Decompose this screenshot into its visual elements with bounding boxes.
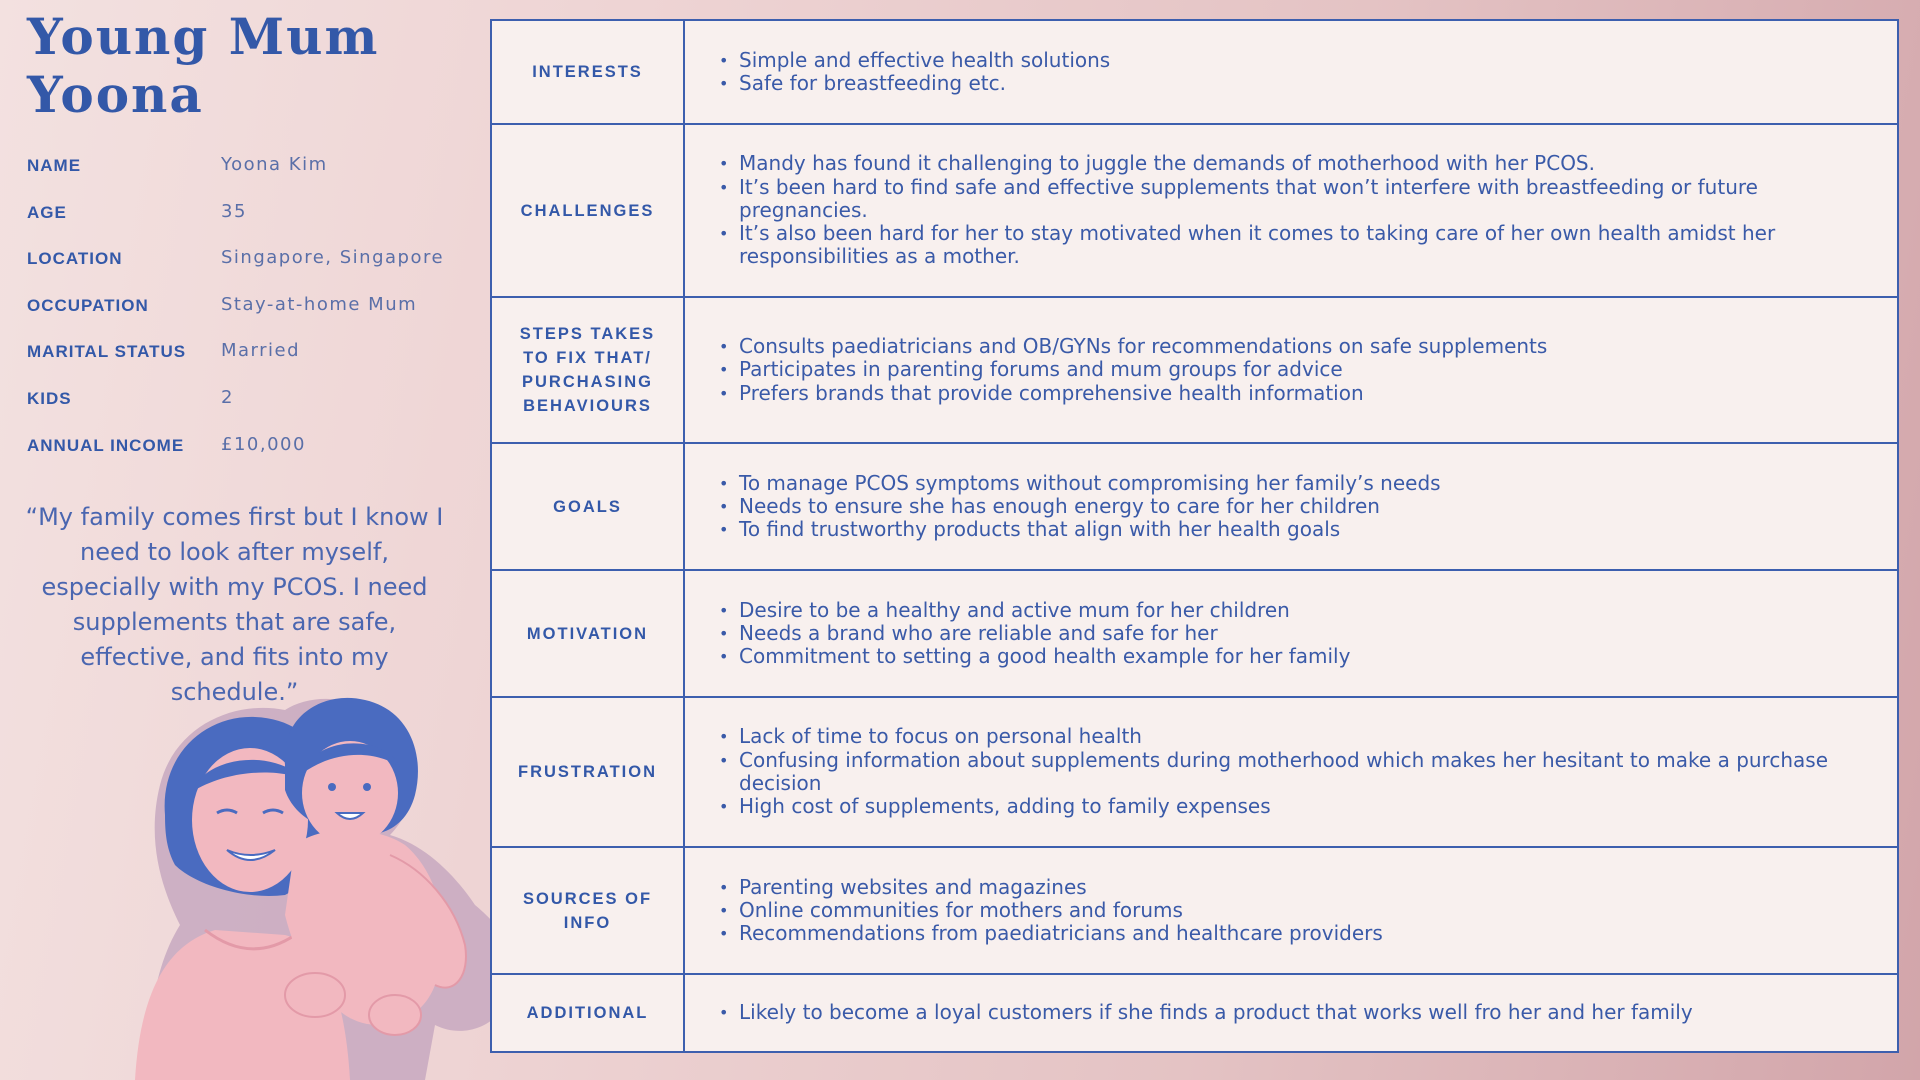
profile-label: OCCUPATION	[27, 295, 149, 315]
row-category: FRUSTRATION	[492, 698, 685, 846]
list-item: • It’s also been hard for her to stay motivated when it comes to taking care of her own health amidst her responsibilities as a mother.	[739, 222, 1883, 269]
table-row-interests	[492, 21, 1897, 125]
profile-label: AGE	[27, 202, 67, 222]
row-items	[685, 125, 1897, 296]
table-row-motivation	[492, 571, 1897, 698]
profile-value: £10,000	[221, 433, 306, 455]
table-row-frustration	[492, 698, 1897, 848]
list-item: • It’s been hard to find safe and effective supplements that won’t interfere with breastfeeding or future pregnancies.	[739, 176, 1883, 223]
profile-row-kids	[27, 383, 477, 430]
list-item: • Online communities for mothers and forums	[739, 899, 1383, 922]
profile-row-occupation	[27, 290, 477, 337]
persona-photo	[135, 695, 515, 1080]
profile-label: ANNUAL INCOME	[27, 435, 185, 455]
row-category: GOALS	[492, 444, 685, 569]
row-category: MOTIVATION	[492, 571, 685, 696]
persona-details-table	[490, 19, 1899, 1053]
table-row-sources	[492, 848, 1897, 975]
row-category: STEPS TAKES TO FIX THAT/ PURCHASING BEHAVIOURS	[492, 298, 685, 442]
table-row-steps	[492, 298, 1897, 444]
list-item: • Recommendations from paediatricians and healthcare providers	[739, 922, 1383, 945]
list-item: • Needs a brand who are reliable and safe for her	[739, 622, 1350, 645]
row-items	[685, 571, 1897, 696]
list-item: • Needs to ensure she has enough energy to care for her children	[739, 495, 1441, 518]
list-item: • High cost of supplements, adding to family expenses	[739, 795, 1883, 818]
persona-title	[27, 8, 379, 124]
list-item: • Confusing information about supplements during motherhood which makes her hesitant to make a purchase decision	[739, 749, 1883, 796]
persona-quote: “My family comes first but I know I need to look after myself, especially with my PCOS. I need supplements that are safe, effective, and fits into my schedule.”	[25, 503, 444, 706]
persona-panel	[0, 0, 485, 1080]
persona-title-line1: Young Mum	[27, 7, 380, 66]
row-items	[685, 444, 1897, 569]
list-item: • Mandy has found it challenging to juggle the demands of motherhood with her PCOS.	[739, 152, 1883, 175]
row-category: ADDITIONAL	[492, 975, 685, 1051]
list-item: • Desire to be a healthy and active mum for her children	[739, 599, 1350, 622]
profile-row-age	[27, 197, 477, 244]
list-item: • Commitment to setting a good health example for her family	[739, 645, 1350, 668]
row-category: CHALLENGES	[492, 125, 685, 296]
list-item: • Simple and effective health solutions	[739, 49, 1110, 72]
row-category: SOURCES OF INFO	[492, 848, 685, 973]
profile-label: LOCATION	[27, 249, 123, 269]
table-row-additional	[492, 975, 1897, 1051]
list-item: • Participates in parenting forums and mum groups for advice	[739, 358, 1547, 381]
profile-label: MARITAL STATUS	[27, 342, 187, 362]
row-items	[685, 298, 1897, 442]
row-items	[685, 848, 1897, 973]
persona-title-line2: Yoona	[27, 65, 204, 124]
profile-label: NAME	[27, 156, 82, 175]
profile-value: Stay-at-home Mum	[221, 293, 418, 315]
profile-value: 2	[221, 386, 234, 408]
list-item: • To manage PCOS symptoms without compromising her family’s needs	[739, 472, 1441, 495]
row-items	[685, 21, 1897, 123]
profile-value: Married	[221, 340, 301, 362]
table-row-challenges	[492, 125, 1897, 298]
profile-value: Singapore, Singapore	[221, 247, 445, 269]
profile-label: KIDS	[27, 388, 72, 408]
row-items	[685, 698, 1897, 846]
profile-list	[27, 150, 477, 476]
list-item: • Prefers brands that provide comprehensive health information	[739, 382, 1547, 405]
profile-value: Yoona Kim	[221, 154, 328, 175]
row-items	[685, 975, 1897, 1051]
profile-row-name	[27, 150, 477, 197]
table-row-goals	[492, 444, 1897, 571]
profile-row-marital-status	[27, 336, 477, 383]
list-item: • Lack of time to focus on personal health	[739, 725, 1883, 748]
list-item: • Consults paediatricians and OB/GYNs for recommendations on safe supplements	[739, 335, 1547, 358]
list-item: • To find trustworthy products that align with her health goals	[739, 518, 1441, 541]
profile-row-location	[27, 243, 477, 290]
list-item: • Likely to become a loyal customers if she finds a product that works well fro her and her family	[739, 1001, 1693, 1024]
row-category: INTERESTS	[492, 21, 685, 123]
list-item: • Parenting websites and magazines	[739, 876, 1383, 899]
list-item: • Safe for breastfeeding etc.	[739, 72, 1110, 95]
profile-row-annual-income	[27, 430, 477, 477]
profile-value: 35	[221, 200, 247, 222]
